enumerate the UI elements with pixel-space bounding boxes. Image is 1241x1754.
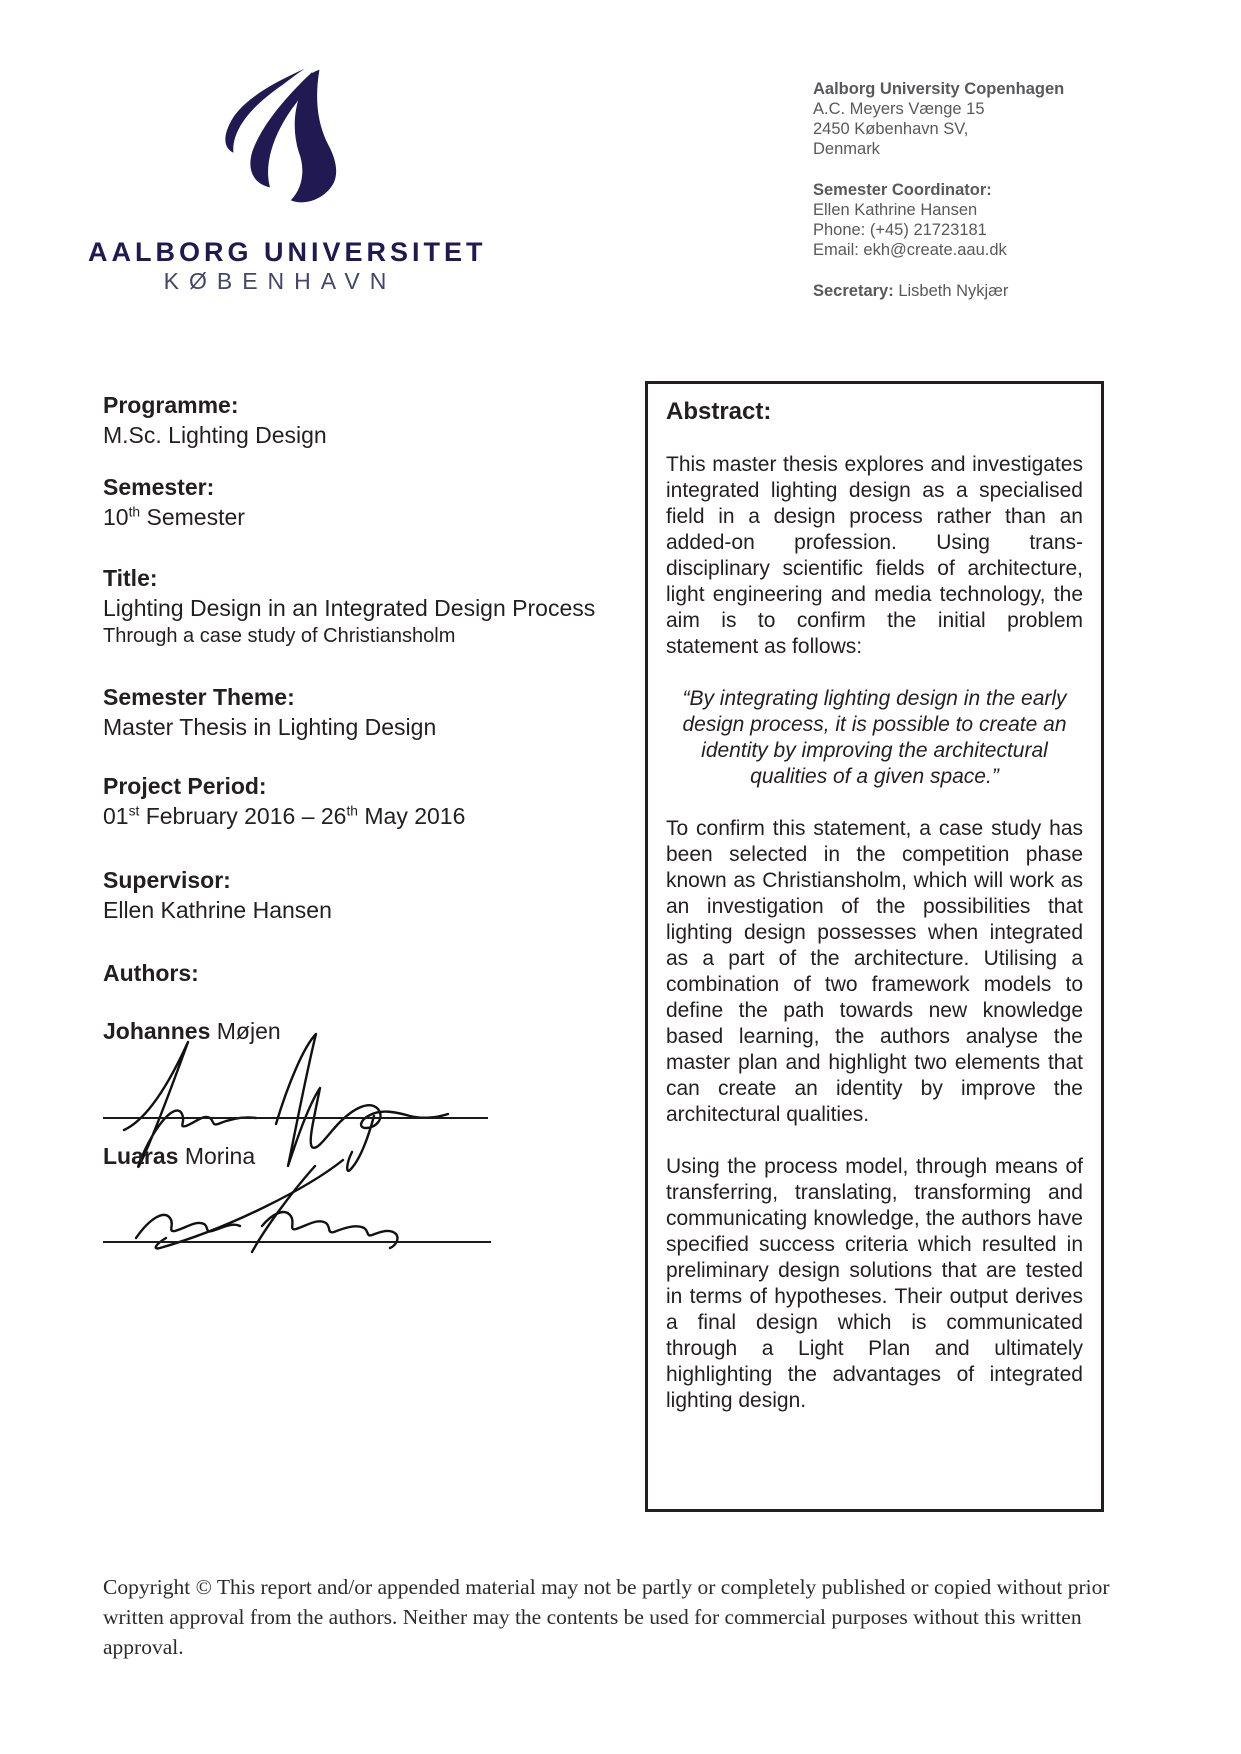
supervisor-label: Supervisor:	[103, 867, 231, 893]
section-semester	[103, 472, 245, 532]
theme-label: Semester Theme:	[103, 684, 295, 710]
author-2-name: Luaras Morina	[103, 1143, 256, 1169]
aau-logo-swoosh-icon	[188, 58, 356, 214]
university-contact-block	[813, 79, 1143, 301]
abstract-quote: “By integrating lighting design in the early design process, it is possible to create an identity by improving the architectural qualities of a given space.”	[682, 687, 1067, 788]
programme-label: Programme:	[103, 392, 239, 418]
spacer	[813, 159, 1143, 180]
signature-line-2	[103, 1241, 491, 1243]
copyright-notice: Copyright © This report and/or appended material may not be partly or completely published or copied without prior written approval from the authors. Neither may the contents be used for commercial purposes without this written approval.	[103, 1575, 1110, 1659]
abstract-paragraph-1: This master thesis explores and investigates integrated lighting design as a specialised field in a design process rather than an added-on profession. Using trans-disciplinary scientific fields of architecture, light engineering and media technology, the aim is to confirm the initial problem statement as follows:	[666, 453, 1083, 658]
logo-city: KØBENHAVN	[163, 268, 397, 294]
theme-value: Master Thesis in Lighting Design	[103, 714, 437, 740]
section-programme	[103, 390, 327, 450]
logo-wordmark: AALBORG UNIVERSITET	[88, 237, 487, 267]
address-line-2: 2450 København SV,	[813, 120, 969, 138]
abstract-paragraph-3: Using the process model, through means of transferring, translating, transforming and communicating knowledge, the authors have specified success criteria which resulted in preliminary design solutions that are tested in terms of hypotheses. Their output derives a final design which is communicated through a Light Plan and ultimately highlighting the advantages of integrated lighting design.	[666, 1155, 1083, 1412]
title-subtitle: Through a case study of Christiansholm	[103, 625, 456, 647]
section-supervisor	[103, 865, 332, 925]
abstract-paragraph-2: To confirm this statement, a case study has been selected in the competition phase known as Christiansholm, which will work as an investigation of the possibilities that lighting design possesses when integrated as a part of the architecture. Utilising a combination of two framework models to define the path towards new knowledge based learning, the authors analyse the master plan and highlight two elements that can create an identity by improve the architectural qualities.	[666, 817, 1083, 1126]
abstract-box	[645, 381, 1104, 1512]
programme-value: M.Sc. Lighting Design	[103, 422, 327, 448]
section-title	[103, 563, 595, 650]
secretary-line	[813, 281, 1143, 301]
section-period	[103, 771, 465, 831]
spacer	[813, 260, 1143, 281]
university-name: Aalborg University Copenhagen	[813, 80, 1065, 98]
semester-label: Semester:	[103, 474, 215, 500]
abstract-title: Abstract:	[666, 398, 772, 425]
secretary-name: Lisbeth Nykjær	[898, 282, 1009, 300]
secretary-label: Secretary:	[813, 282, 894, 300]
signature-line-1	[103, 1117, 488, 1119]
coordinator-email: Email: ekh@create.aau.dk	[813, 241, 1007, 259]
coordinator-label: Semester Coordinator:	[813, 181, 992, 199]
title-label: Title:	[103, 565, 158, 591]
author-1-name: Johannes Møjen	[103, 1018, 281, 1044]
coordinator-phone: Phone: (+45) 21723181	[813, 221, 987, 239]
address-line-1: A.C. Meyers Vænge 15	[813, 100, 985, 118]
period-value: 01st February 2016 – 26th May 2016	[103, 803, 466, 829]
supervisor-value: Ellen Kathrine Hansen	[103, 897, 332, 923]
authors-label: Authors:	[103, 960, 199, 986]
title-value: Lighting Design in an Integrated Design Process	[103, 595, 596, 621]
section-theme	[103, 682, 436, 742]
semester-value: 10th Semester	[103, 504, 245, 530]
signature-luaras-morina	[112, 1152, 482, 1268]
coordinator-name: Ellen Kathrine Hansen	[813, 201, 978, 219]
period-label: Project Period:	[103, 773, 267, 799]
address-line-3: Denmark	[813, 140, 880, 158]
